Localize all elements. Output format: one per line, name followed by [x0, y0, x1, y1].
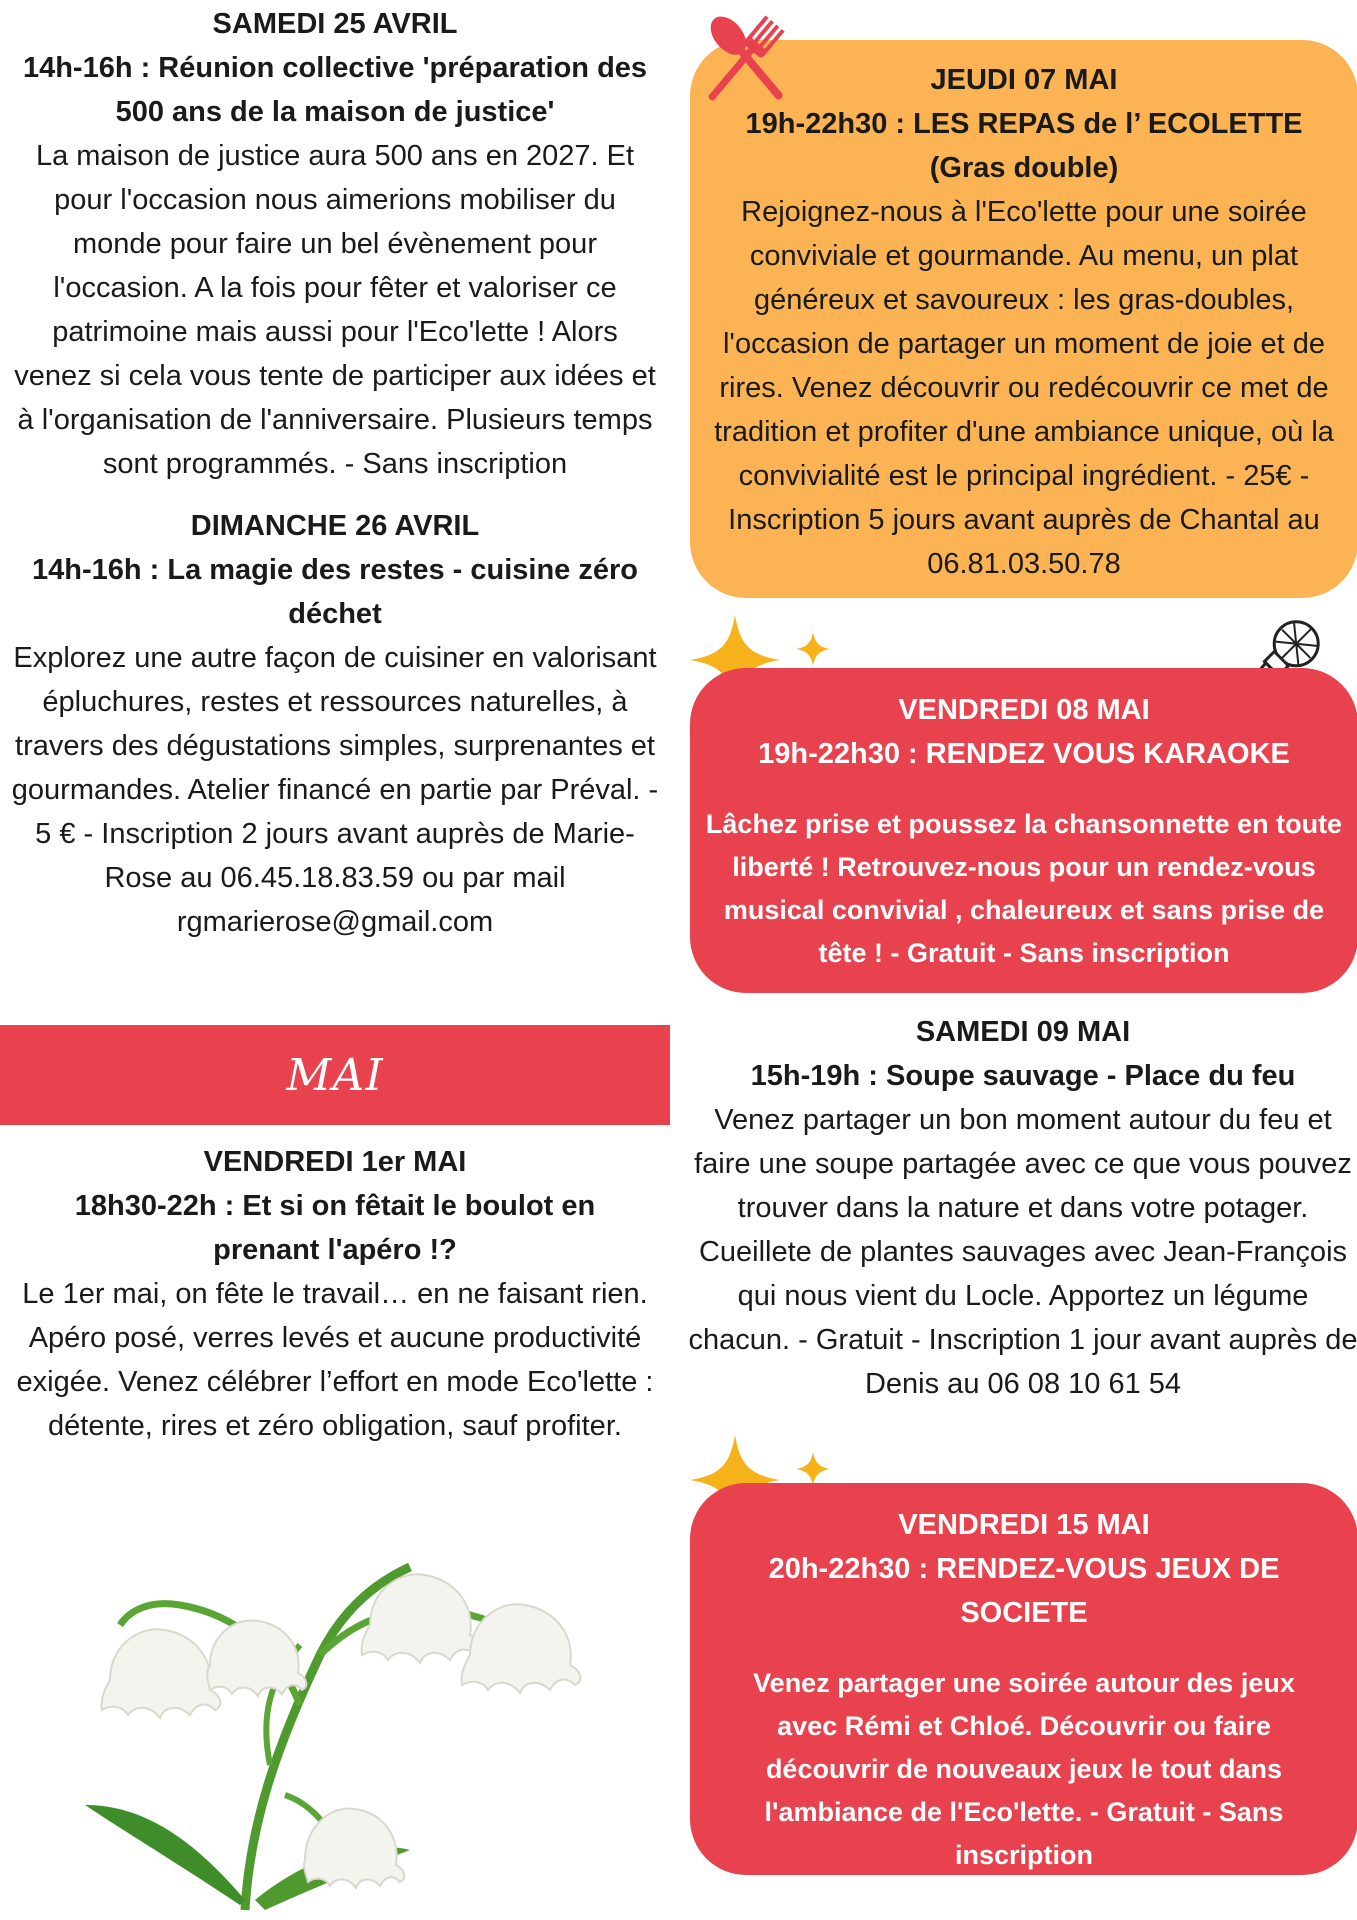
event-title: 20h-22h30 : RENDEZ-VOUS JEUX DE SOCIETE [768, 1553, 1280, 1629]
event-description: Venez partager une soirée autour des jeux avec Rémi et Chloé. Découvrir ou faire découvrir de nouveaux jeux le tout dans l'ambiance de l'Eco'lette. - Gratuit - Sans inscription [753, 1668, 1295, 1870]
event-description: La maison de justice aura 500 ans en 2027. Et pour l'occasion nous aimerions mobiliser du monde pour faire un bel évènement pour l'occasion. A la fois pour fêter et valoriser ce patrimoine mais aussi pour l'Eco'lette ! Alors venez si cela vous tente de participer aux idées et à l'organisation de l'anniversaire. Plusieurs temps sont programmés. - Sans inscription [14, 140, 656, 480]
event-date: JEUDI 07 MAI [930, 64, 1118, 96]
event-title: 14h-16h : Réunion collective 'préparation des 500 ans de la maison de justice' [22, 52, 648, 128]
event-card-vendredi-08-mai [690, 668, 1357, 993]
event-date: VENDREDI 1er MAI [203, 1146, 467, 1178]
month-banner: MAI [0, 1025, 670, 1125]
event-title: 18h30-22h : Et si on fêtait le boulot en prenant l'apéro !? [74, 1190, 596, 1266]
event-card-vendredi-15-mai [690, 1483, 1357, 1875]
event-description: Lâchez prise et poussez la chansonnette en toute liberté ! Retrouvez-nous pour un rendez-vous musical convivial , chaleureux et sans prise de tête ! - Gratuit - Sans inscription [705, 809, 1343, 968]
event-dimanche-26-avril [0, 504, 670, 944]
event-description: Explorez une autre façon de cuisiner en valorisant épluchures, restes et ressources naturelles, à travers des dégustations simples, surprenantes et gourmandes. Atelier financé en partie par Préval. - 5 € - Inscription 2 jours avant auprès de Marie-Rose au 06.45.18.83.59 ou par mail rgmarierose@gmail.com [11, 642, 659, 938]
event-title: 15h-19h : Soupe sauvage - Place du feu [750, 1060, 1296, 1092]
event-vendredi-1er-mai [0, 1140, 670, 1448]
event-title: 19h-22h30 : RENDEZ VOUS KARAOKE [758, 738, 1290, 770]
event-description: Rejoignez-nous à l'Eco'lette pour une soirée conviviale et gourmande. Au menu, un plat généreux et savoureux : les gras-doubles, l'occasion de partager un moment de joie et de rires. Venez découvrir ou redécouvrir ce met de tradition et profiter d'une ambiance unique, où la convivialité est le principal ingrédient. - 25€ - Inscription 5 jours avant auprès de Chantal au 06.81.03.50.78 [714, 196, 1334, 580]
lily-of-the-valley-illustration [70, 1505, 610, 1915]
left-column-may [0, 1140, 670, 1448]
event-date: VENDREDI 15 MAI [898, 1509, 1150, 1541]
event-description: Le 1er mai, on fête le travail… en ne faisant rien. Apéro posé, verres levés et aucune productivité exigée. Venez célébrer l’effort en mode Eco'lette : détente, rires et zéro obligation, sauf profiter. [16, 1278, 654, 1442]
event-description: Venez partager un bon moment autour du feu et faire une soupe partagée avec ce que vous pouvez trouver dans la nature et dans votre potager. Cueillete de plantes sauvages avec Jean-François qui nous vient du Locle. Apportez un légume chacun. - Gratuit - Inscription 1 jour avant auprès de Denis au 06 08 10 61 54 [688, 1104, 1357, 1400]
left-column [0, 2, 670, 944]
fork-spoon-icon [690, 2, 800, 112]
event-title: 14h-16h : La magie des restes - cuisine zéro déchet [31, 554, 638, 630]
event-title: 19h-22h30 : LES REPAS de l’ ECOLETTE (Gras double) [745, 108, 1303, 184]
event-samedi-09-mai [688, 1010, 1357, 1406]
event-date: VENDREDI 08 MAI [898, 694, 1150, 726]
event-card-jeudi-07-mai [690, 40, 1357, 598]
event-samedi-25-avril [0, 2, 670, 486]
event-date: SAMEDI 09 MAI [915, 1016, 1131, 1048]
event-date: DIMANCHE 26 AVRIL [190, 510, 480, 542]
event-date: SAMEDI 25 AVRIL [212, 8, 458, 40]
